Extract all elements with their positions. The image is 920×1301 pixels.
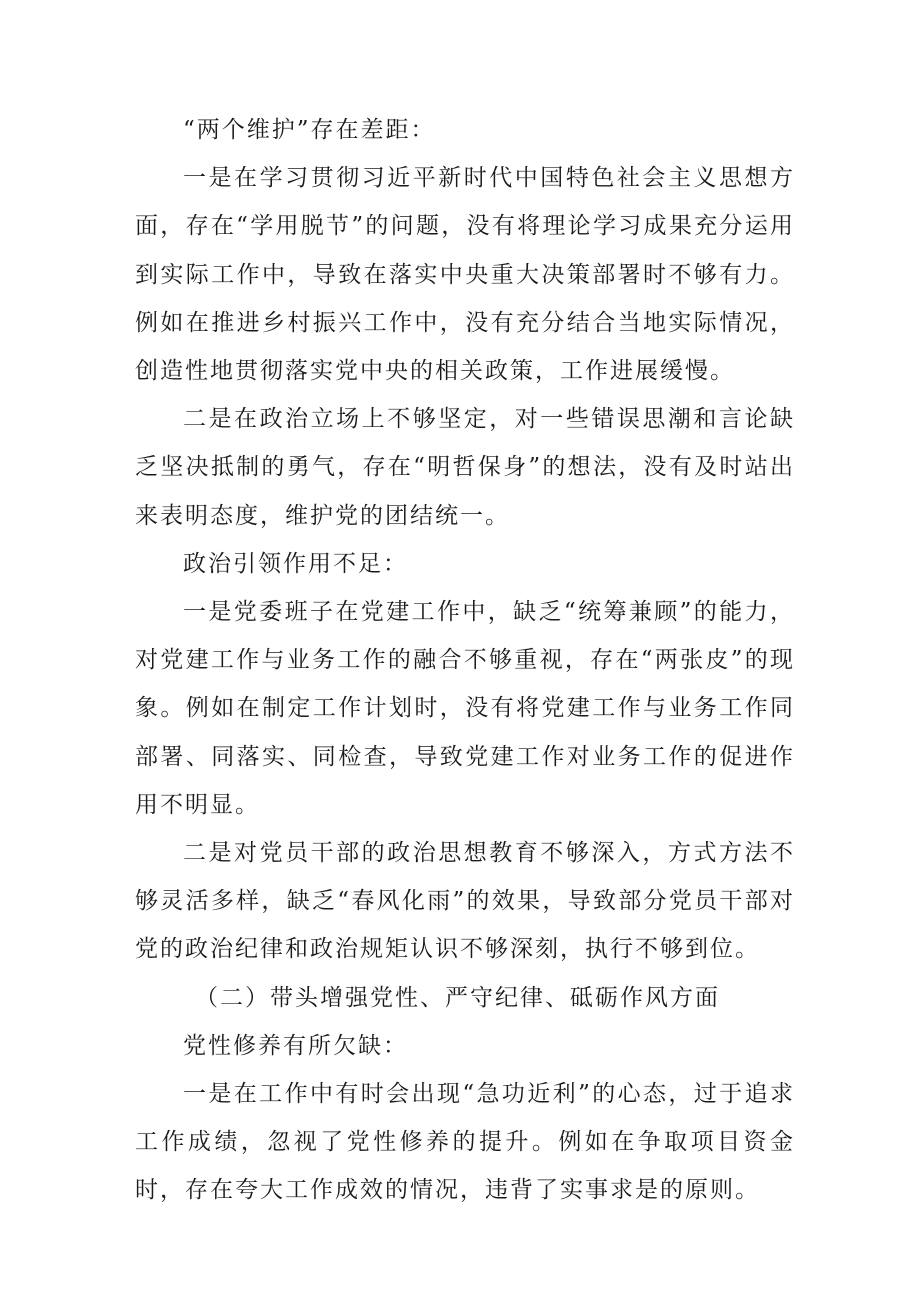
paragraph-party-building: 一是党委班子在党建工作中，缺乏“统筹兼顾”的能力，对党建工作与业务工作的融合不够重视，存在“两张皮”的现象。例如在制定工作计划时，没有将党建工作与业务工作同部署、同落实、同检查，导致党建工作对业务工作的促进作用不明显。 — [135, 599, 795, 818]
paragraph-political-stance: 二是在政治立场上不够坚定，对一些错误思潮和言论缺乏坚决抵制的勇气，存在“明哲保身”的想法，没有及时站出来表明态度，维护党的团结统一。 — [135, 406, 795, 529]
paragraph-ideological-education: 二是对党员干部的政治思想教育不够深入，方式方法不够灵活多样，缺乏“春风化雨”的效果，导致部分党员干部对党的政治纪律和政治规矩认识不够深刻，执行不够到位。 — [135, 840, 795, 963]
paragraph-quick-success: 一是在工作中有时会出现“急功近利”的心态，过于追求工作成绩，忽视了党性修养的提升。例如在争取项目资金时，存在夸大工作成效的情况，违背了实事求是的原则。 — [135, 1081, 795, 1204]
subheading-party-spirit: 党性修养有所欠缺： — [183, 1032, 408, 1059]
document-body — [135, 106, 795, 1215]
paragraph-study-theory: 一是在学习贯彻习近平新时代中国特色社会主义思想方面，存在“学用脱节”的问题，没有将理论学习成果充分运用到实际工作中，导致在落实中央重大决策部署时不够有力。例如在推进乡村振兴工作中，没有充分结合当地实际情况，创造性地贯彻落实党中央的相关政策，工作进展缓慢。 — [135, 165, 795, 385]
subheading-two-safeguards: “两个维护”存在差距： — [183, 117, 436, 143]
section-heading-two: （二）带头增强党性、严守纪律、砥砺作风方面 — [195, 984, 720, 1011]
subheading-political-leadership: 政治引领作用不足： — [183, 550, 408, 577]
